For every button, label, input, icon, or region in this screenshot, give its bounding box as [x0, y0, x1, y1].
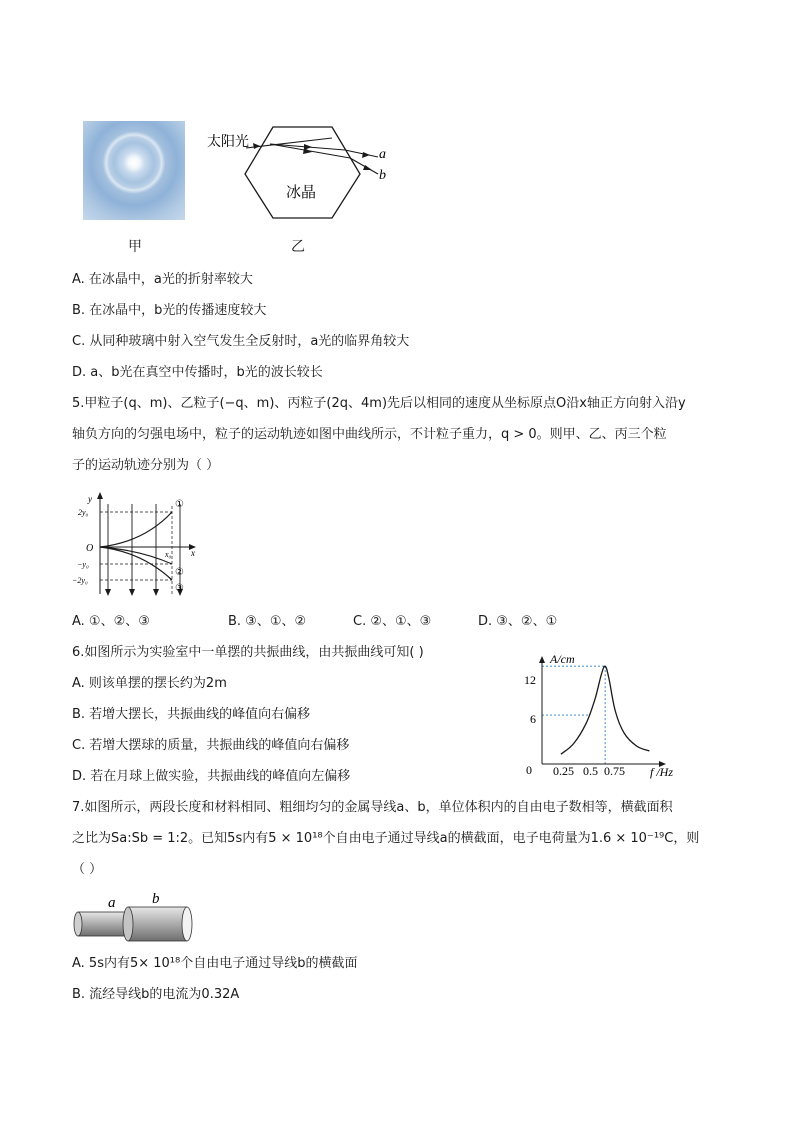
q6-option-a: A. 则该单摆的摆长约为2m [72, 676, 227, 691]
chart-xlabel: f /Hz [650, 765, 674, 779]
chart-xtick-0.75: 0.75 [604, 764, 625, 778]
arrow-icon [97, 492, 103, 499]
origin-label: O [86, 543, 94, 554]
q5-stem-line1: 5.甲粒子(q、m)、乙粒子(−q、m)、丙粒子(2q、4m)先后以相同的速度从坐标原点O沿x轴正方向射入沿y [72, 396, 686, 411]
q4-option-d: D. a、b光在真空中传播时，b光的波长较长 [72, 365, 323, 380]
q4-option-b: B. 在冰晶中，b光的传播速度较大 [72, 303, 267, 318]
q6-option-b: B. 若增大摆长，共振曲线的峰值向右偏移 [72, 707, 311, 722]
arrow-icon [362, 152, 370, 158]
x-axis-label: x [191, 548, 195, 558]
field-lines [108, 504, 180, 592]
trajectory-2 [100, 547, 172, 564]
arrow-icon [539, 656, 545, 663]
arrow-icon [129, 589, 135, 596]
wire-b-label: b [152, 891, 160, 907]
tick-neg-y0: −y₀ [77, 560, 89, 569]
ice-crystal-diagram [200, 118, 410, 224]
curve-label-3: ③ [175, 583, 184, 594]
label-crystal: 冰晶 [286, 183, 317, 201]
chart-ylabel: A/cm [550, 652, 575, 666]
q7-option-b: B. 流经导线b的电流为0.32A [72, 987, 240, 1002]
curve-label-1: ① [175, 499, 184, 510]
wire-diagram [72, 890, 197, 946]
q5-option-a: A. ①、②、③ [72, 614, 150, 629]
arrow-icon [153, 589, 159, 596]
q5-option-b: B. ③、①、② [228, 614, 307, 629]
hexagon-crystal [245, 127, 360, 218]
chart-ytick-6: 6 [530, 712, 536, 726]
q5-option-d: D. ③、②、① [478, 614, 558, 629]
q5-option-c: C. ②、①、③ [353, 614, 432, 629]
chart-xtick-0.25: 0.25 [553, 764, 574, 778]
wire-a [78, 912, 128, 936]
figure-caption-yi: 乙 [291, 239, 305, 255]
arrow-icon [105, 589, 111, 596]
trajectory-diagram [72, 490, 202, 602]
q4-option-a: A. 在冰晶中，a光的折射率较大 [72, 272, 253, 287]
tick-x0: x₀ [165, 550, 172, 559]
q6-stem: 6.如图所示为实验室中一单摆的共振曲线，由共振曲线可知( ) [72, 645, 424, 660]
q7-option-a: A. 5s内有5× 10¹⁸个自由电子通过导线b的横截面 [72, 956, 358, 971]
chart-origin: 0 [526, 763, 532, 777]
trajectory-1 [100, 512, 172, 547]
q5-stem-line2: 轴负方向的匀强电场中，粒子的运动轨迹如图中曲线所示，不计粒子重力，q > 0。则甲、乙、丙三个粒 [72, 427, 667, 442]
figure-caption-jia: 甲 [128, 239, 142, 255]
q7-stem-line1: 7.如图所示，两段长度和材料相同、粗细均匀的金属导线a、b，单位体积内的自由电子数相等，横截面积 [72, 800, 673, 815]
q7-stem-line3: （ ） [72, 862, 103, 877]
wire-a-label: a [108, 895, 116, 911]
q6-option-c: C. 若增大摆球的质量，共振曲线的峰值向右偏移 [72, 738, 350, 753]
q6-option-d: D. 若在月球上做实验，共振曲线的峰值向左偏移 [72, 769, 351, 784]
chart-xtick-0.5: 0.5 [583, 764, 598, 778]
resonance-curve-chart [518, 650, 718, 780]
q4-option-c: C. 从同种玻璃中射入空气发生全反射时，a光的临界角较大 [72, 334, 410, 349]
label-ray-a: a [379, 147, 386, 162]
label-ray-b: b [379, 168, 386, 183]
q5-stem-line3: 子的运动轨迹分别为（ ） [72, 458, 220, 473]
curve-label-2: ② [175, 567, 184, 578]
chart-ytick-12: 12 [524, 673, 536, 687]
q7-stem-line2: 之比为Sa:Sb = 1:2。已知5s内有5 × 10¹⁸个自由电子通过导线a的横截面，电子电荷量为1.6 × 10⁻¹⁹C，则 [72, 831, 700, 846]
y-axis-label: y [88, 494, 92, 504]
tick-neg-2y0: −2y₀ [72, 576, 88, 585]
wire-b [128, 907, 187, 941]
ray-b-out [350, 158, 378, 174]
halo-photo [83, 121, 185, 220]
arrow-icon [253, 143, 260, 149]
tick-2y0: 2y₀ [78, 508, 89, 517]
label-sunlight: 太阳光 [207, 134, 249, 150]
